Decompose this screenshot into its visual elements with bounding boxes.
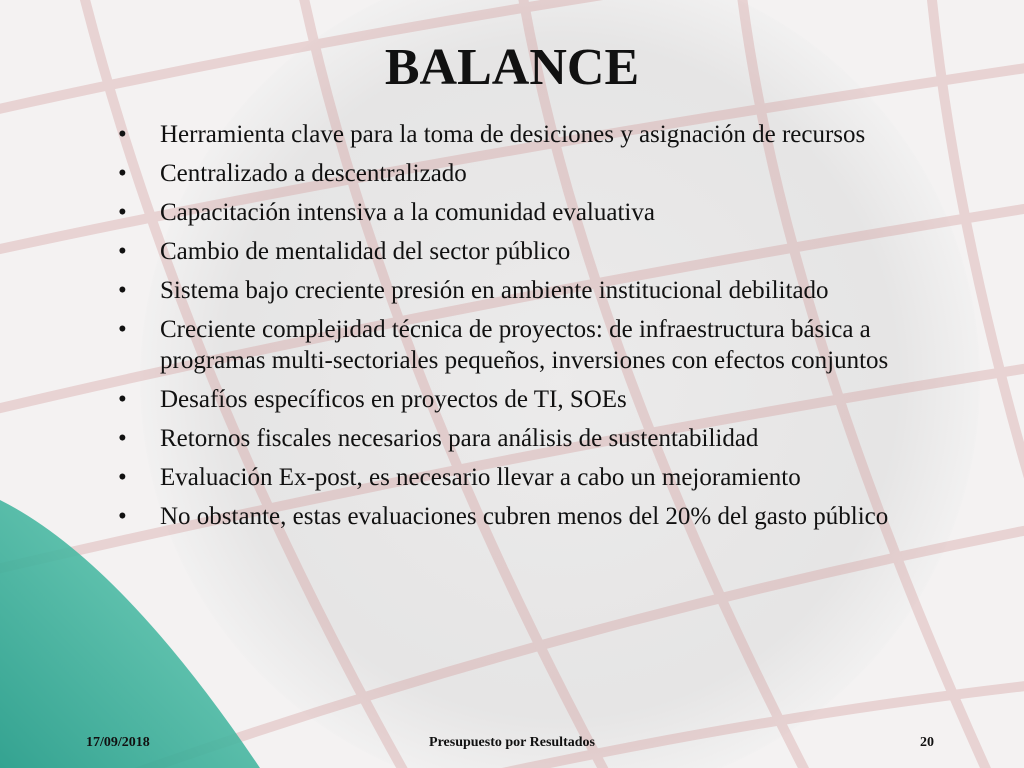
bullet-item: • Sistema bajo creciente presión en ambiente institucional debilitado xyxy=(118,275,978,306)
footer-page-number: 20 xyxy=(920,735,934,750)
bullet-item: • No obstante, estas evaluaciones cubren menos del 20% del gasto público xyxy=(118,501,978,532)
bullet-item: • Creciente complejidad técnica de proyectos: de infraestructura básica a programas multi-sectoriales pequeños, inversiones con efectos conjuntos xyxy=(118,314,978,376)
bullet-item: • Retornos fiscales necesarios para análisis de sustentabilidad xyxy=(118,423,978,454)
bullet-item: • Cambio de mentalidad del sector público xyxy=(118,236,978,267)
slide-title: BALANCE xyxy=(384,39,640,96)
bullet-list xyxy=(118,119,978,540)
bullet-item: • Centralizado a descentralizado xyxy=(118,158,978,189)
bullet-item: • Capacitación intensiva a la comunidad evaluativa xyxy=(118,197,978,228)
bullet-item: • Herramienta clave para la toma de desiciones y asignación de recursos xyxy=(118,119,978,150)
footer-date: 17/09/2018 xyxy=(86,735,150,750)
footer-title: Presupuesto por Resultados xyxy=(429,735,595,750)
bullet-item: • Evaluación Ex-post, es necesario llevar a cabo un mejoramiento xyxy=(118,462,978,493)
bullet-item: • Desafíos específicos en proyectos de TI, SOEs xyxy=(118,384,978,415)
